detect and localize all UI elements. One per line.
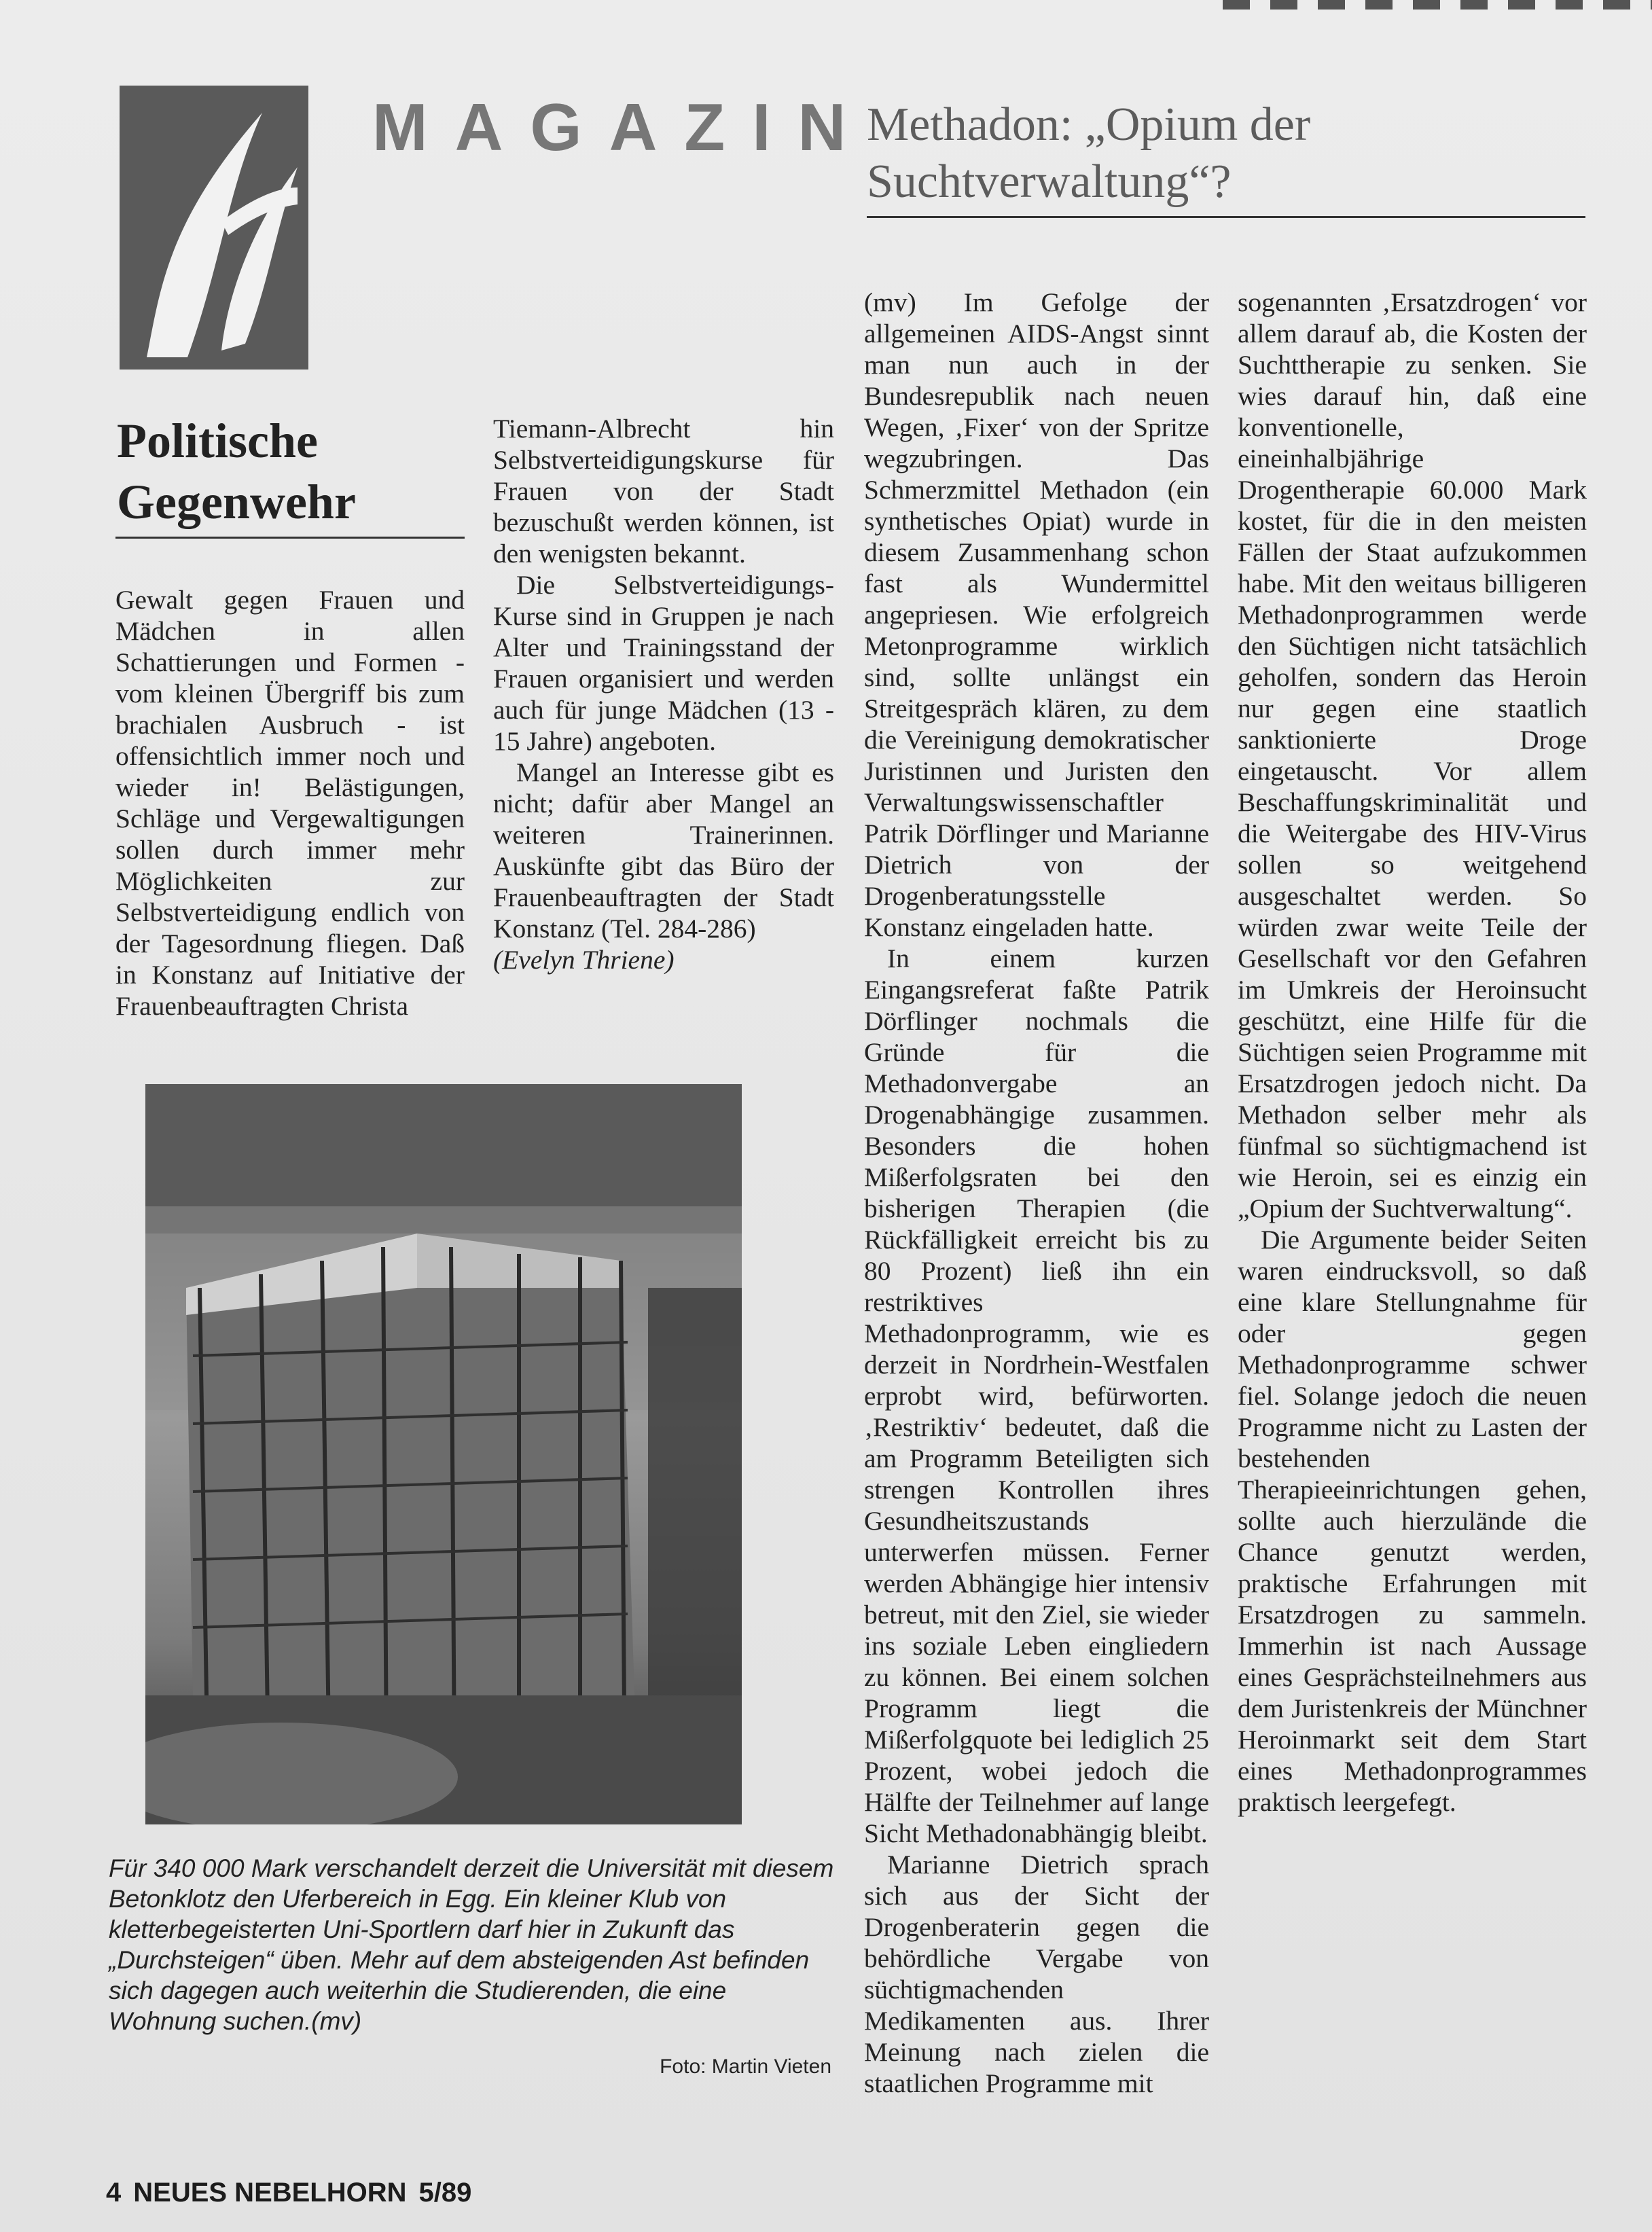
issue-number: 5/89 bbox=[418, 2178, 472, 2208]
side-article-paragraph: Tiemann-Albrecht hin Selbstverteidigungskurse für Frauen von der Stadt bezuschußt werden können, ist den wenigsten bekannt. bbox=[493, 414, 834, 569]
side-headline-rule bbox=[115, 537, 465, 539]
side-article-paragraph: Die Selbstverteidigungs-Kurse sind in Gruppen je nach Alter und Trainingsstand der Frauen organisiert und werden auch für junge Mädchen (13 - 15 Jahre) angeboten. bbox=[493, 570, 834, 756]
section-title: MAGAZIN bbox=[372, 90, 874, 164]
side-article-paragraph: Gewalt gegen Frauen und Mädchen in allen Schattierungen und Formen - vom kleinen Übergriff bis zum brachialen Ausbruch - ist offensichtlich immer noch und wieder in! Belästigungen, Schläge und Vergewaltigungen sollen durch immer mehr Möglichkeiten zur Selbstverteidigung endlich von der Tagesordnung fliegen. Daß in Konstanz auf Initiative der Frauenbeauftragten Christa bbox=[115, 585, 465, 1021]
main-article-paragraph: Marianne Dietrich sprach sich aus der Sicht der Drogenberaterin gegen die behördliche Vergabe von süchtigmachenden Medikamenten aus. Ihrer Meinung nach zielen die staatlichen Programme mit bbox=[864, 1850, 1209, 2098]
main-headline-line2: Suchtverwaltung“? bbox=[867, 156, 1232, 208]
side-headline-line2: Gegenwehr bbox=[117, 475, 356, 529]
main-article-paragraph: Die Argumente beider Seiten waren eindrucksvoll, so daß eine klare Stellungnahme für oder gegen Methadonprogramme schwer fiel. Solange jedoch die neuen Programme nicht zu Lasten der bestehenden Therapieeinrichtungen gehen, sollte auch hierzulände die Chance genutzt werden, praktische Erfahrungen mit Ersatzdrogen zu sammeln. Immerhin ist nach Aussage eines Gesprächsteilnehmers aus dem Juristenkreis der Münchner Heroinmarkt seit dem Start eines Methadonprogrammes praktisch leergefegt. bbox=[1238, 1225, 1587, 1817]
photo-credit: Foto: Martin Vieten bbox=[660, 2055, 831, 2078]
side-headline bbox=[117, 410, 470, 533]
photo-caption: Für 340 000 Mark verschandelt derzeit die Universität mit diesem Betonklotz den Uferbereich in Egg. Ein kleiner Klub von kletterbegeisterten Uni-Sportlern darf hier in Zukunft das „Durchsteigen“ üben. Mehr auf dem absteigenden Ast befinden sich dagegen auch weiterhin die Studierenden, die eine Wohnung suchen.(mv) bbox=[109, 1854, 834, 2035]
publication-name: NEUES NEBELHORN bbox=[133, 2178, 407, 2208]
scan-edge-marks bbox=[1223, 0, 1652, 10]
main-article-column-2 bbox=[1238, 287, 1587, 1818]
side-article-author: (Evelyn Thriene) bbox=[493, 945, 675, 975]
main-article-paragraph: sogenannten ‚Ersatzdrogen‘ vor allem darauf ab, die Kosten der Suchttherapie zu senken. Sie wies darauf hin, daß eine konventionelle, eineinhalbjährige Drogentherapie 60.000 Mark kostet, für die in den meisten Fällen der Staat aufzukommen habe. Mit den weitaus billigeren Methadonprogrammen werde den Süchtigen nicht tatsächlich geholfen, sondern das Heroin nur gegen eine staatlich sanktionierte Droge eingetauscht. Vor allem Beschaffungskriminalität und die Weitergabe des HIV-Virus sollen so weitgehend ausgeschaltet werden. So würden zwar weite Teile der Gesellschaft vor den Gefahren im Umkreis der Heroinsucht geschützt, eine Hilfe für die Süchtigen seien Programme mit Ersatzdrogen jedoch nicht. Da Methadon selber mehr als fünfmal so süchtigmachend ist wie Heroin, sei es einzig ein „Opium der Suchtverwaltung“. bbox=[1238, 287, 1587, 1223]
main-headline-line1: Methadon: „Opium der bbox=[867, 98, 1311, 151]
main-headline bbox=[867, 96, 1587, 211]
main-article-paragraph: In einem kurzen Eingangsreferat faßte Patrik Dörflinger nochmals die Gründe für die Methadonvergabe an Drogenabhängige zusammen. Besonders die hohen Mißerfolgsraten bei den bisherigen Therapien (die Rückfälligkeit erreicht bis zu 80 Prozent) ließ ihn ein restriktives Methadonprogramm, wie es derzeit in Nordrhein-Westfalen erprobt wird, befürworten. ‚Restriktiv‘ bedeutet, daß die am Programm Beteiligten sich strengen Kontrollen ihres Gesundheitszustands unterwerfen müssen. Ferner werden Abhängige hier intensiv betreut, mit den Ziel, sie wieder ins soziale Leben eingliedern zu können. Bei einem solchen Programm liegt die Mißerfolgquote bei lediglich 25 Prozent, wobei jedoch die Hälfte der Teilnehmer auf lange Sicht Methadonabhängig bleibt. bbox=[864, 943, 1209, 1848]
side-article-column-2 bbox=[493, 413, 834, 975]
main-article-paragraph: (mv) Im Gefolge der allgemeinen AIDS-Angst sinnt man nun auch in der Bundesrepublik nach neuen Wegen, ‚Fixer‘ von der Spritze wegzubringen. Das Schmerzmittel Methadon (ein synthetisches Opiat) wurde in diesem Zusammenhang schon fast als Wundermittel angepriesen. Wie erfolgreich Metonprogramme wirklich sind, sollte unlängst ein Streitgespräch klären, zu dem die Vereinigung demokratischer Juristinnen und Juristen den Verwaltungswissenschaftler Patrik Dörflinger und Marianne Dietrich von der Drogenberatungsstelle Konstanz eingeladen hatte. bbox=[864, 287, 1209, 942]
scaffolding-photo bbox=[145, 1084, 742, 1824]
side-headline-line1: Politische bbox=[117, 414, 318, 468]
magazine-logo bbox=[120, 86, 308, 370]
main-article-column-1 bbox=[864, 287, 1209, 2099]
page-footer bbox=[106, 2178, 484, 2208]
page-number: 4 bbox=[106, 2178, 122, 2208]
headline-rule bbox=[867, 216, 1585, 218]
side-article-paragraph: Mangel an Interesse gibt es nicht; dafür aber Mangel an weiteren Trainerinnen. Auskünfte gibt das Büro der Frauenbeauftragten der Stadt Konstanz (Tel. 284-286) bbox=[493, 757, 834, 943]
side-article-column-1 bbox=[115, 584, 465, 1022]
